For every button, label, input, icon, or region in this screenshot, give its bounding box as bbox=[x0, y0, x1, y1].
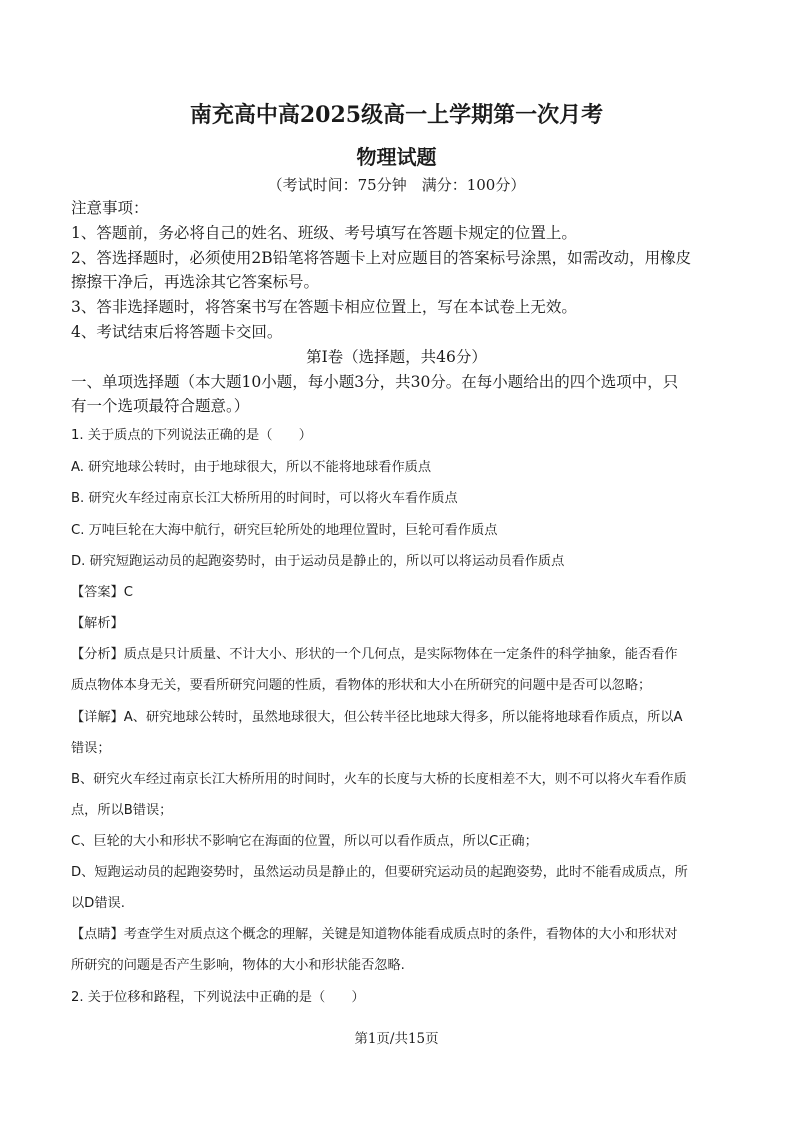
notice-item: 3、答非选择题时，将答案书写在答题卡相应位置上，写在本试卷上无效。 bbox=[71, 298, 577, 316]
page-number: 第1页/共15页 bbox=[354, 1031, 439, 1047]
exam-title: 南充高中高2025级高一上学期第一次月考 bbox=[189, 102, 604, 128]
question-1-stem: 1. 关于质点的下列说法正确的是（ ） bbox=[71, 428, 312, 443]
question-1-answer: 【答案】C bbox=[71, 585, 133, 600]
question-1-option-a: A. 研究地球公转时，由于地球很大，所以不能将地球看作质点 bbox=[71, 460, 432, 475]
explanation-line: 点，所以B错误； bbox=[71, 803, 173, 818]
explanation-line: B、研究火车经过南京长江大桥所用的时间时，火车的长度与大桥的长度相差不大，则不可以将火车看作质 bbox=[71, 772, 687, 787]
notice-item: 1、答题前，务必将自己的姓名、班级、考号填写在答题卡规定的位置上。 bbox=[71, 224, 577, 242]
question-1-option-d: D. 研究短跑运动员的起跑姿势时，由于运动员是静止的，所以可以将运动员看作质点 bbox=[71, 554, 565, 569]
explanation-line: 【分析】质点是只计质量、不计大小、形状的一个几何点，是实际物体在一定条件的科学抽象，能否看作 bbox=[71, 647, 678, 662]
explanation-line: 错误； bbox=[71, 741, 111, 756]
subject-title: 物理试题 bbox=[356, 145, 437, 169]
question-1-option-b: B. 研究火车经过南京长江大桥所用的时间时，可以将火车看作质点 bbox=[71, 491, 458, 506]
part-instructions: 一、单项选择题（本大题10小题，每小题3分，共30分。在每小题给出的四个选项中，只 bbox=[71, 373, 679, 391]
explanation-line: 质点物体本身无关，要看所研究问题的性质，看物体的形状和大小在所研究的问题中是否可以忽略； bbox=[71, 678, 652, 693]
explanation-line: 以D错误. bbox=[71, 896, 125, 911]
notice-item: 2、答选择题时，必须使用2B铅笔将答题卡上对应题目的答案标号涂黑，如需改动，用橡皮 bbox=[71, 249, 692, 267]
analysis-heading: 【解析】 bbox=[71, 616, 124, 631]
notice-item: 4、考试结束后将答题卡交回。 bbox=[71, 323, 283, 341]
notice-heading: 注意事项： bbox=[71, 199, 149, 217]
explanation-line: 所研究的问题是否产生影响，物体的大小和形状能否忽略. bbox=[71, 958, 405, 973]
explanation-line: C、巨轮的大小和形状不影响它在海面的位置，所以可以看作质点，所以C正确； bbox=[71, 834, 538, 849]
question-2-stem: 2. 关于位移和路程，下列说法中正确的是（ ） bbox=[71, 990, 365, 1005]
question-1-option-c: C. 万吨巨轮在大海中航行，研究巨轮所处的地理位置时，巨轮可看作质点 bbox=[71, 523, 498, 538]
section-title: 第Ⅰ卷（选择题，共46分） bbox=[306, 348, 487, 366]
explanation-line: D、短跑运动员的起跑姿势时，虽然运动员是静止的，但要研究运动员的起跑姿势，此时不能看成质点，所 bbox=[71, 865, 688, 880]
explanation-line: 【点睛】考查学生对质点这个概念的理解，关键是知道物体能看成质点时的条件，看物体的大小和形状对 bbox=[71, 927, 678, 942]
notice-item: 擦擦干净后，再选涂其它答案标号。 bbox=[71, 273, 320, 291]
explanation-line: 【详解】A、研究地球公转时，虽然地球很大，但公转半径比地球大得多，所以能将地球看作质点，所以A bbox=[71, 710, 683, 725]
exam-time-info: （考试时间：75分钟 满分：100分） bbox=[267, 176, 526, 194]
part-instructions: 有一个选项最符合题意。） bbox=[71, 397, 250, 415]
